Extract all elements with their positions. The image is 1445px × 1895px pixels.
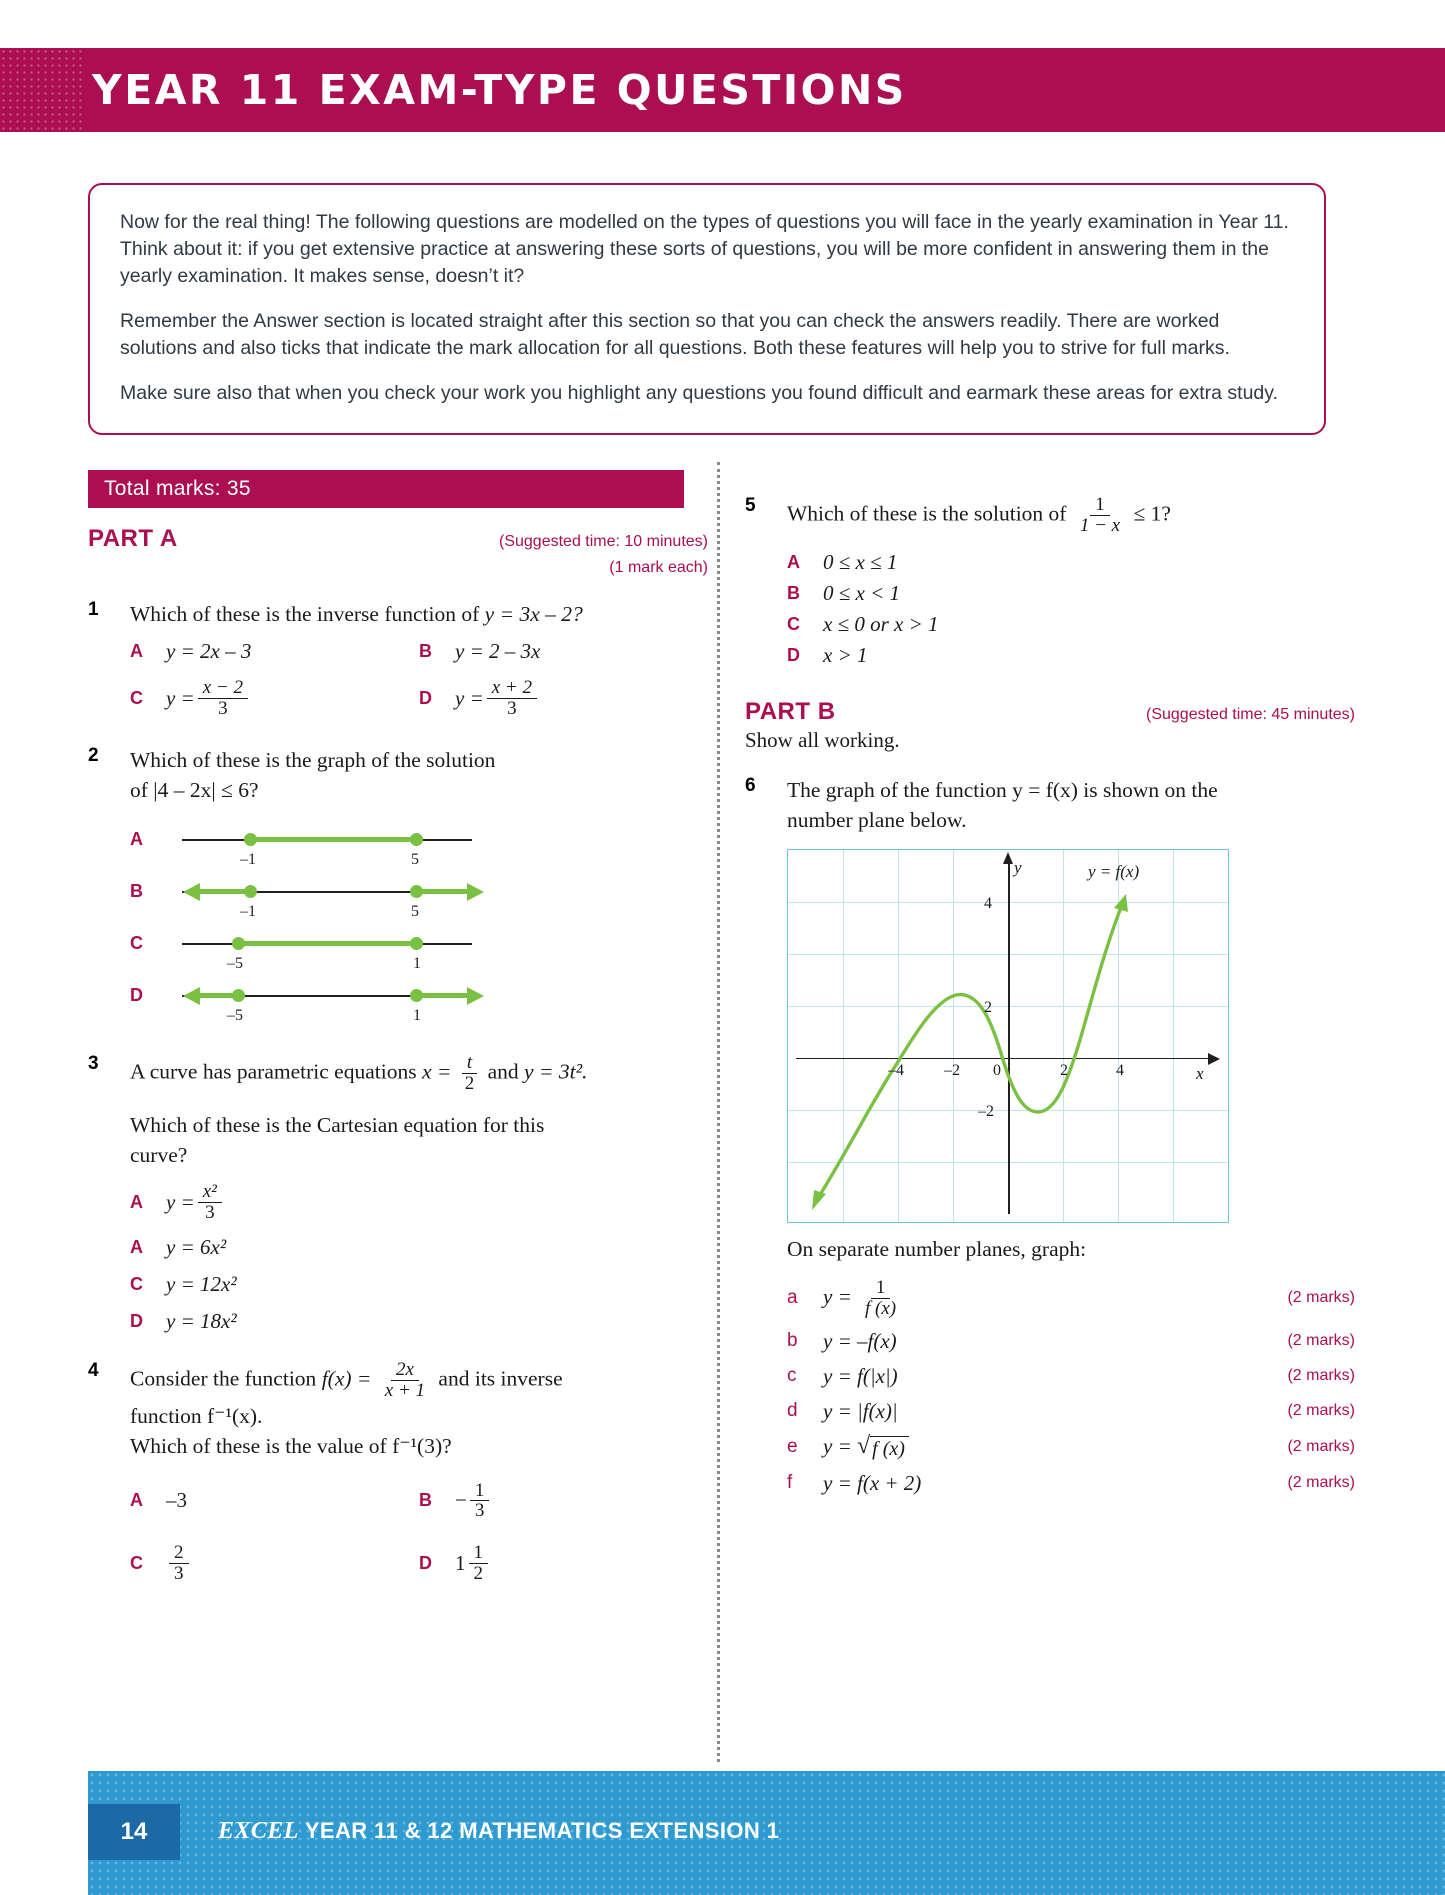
page-title: YEAR 11 EXAM-TYPE QUESTIONS bbox=[92, 66, 907, 114]
part-d-letter: d bbox=[787, 1400, 798, 1422]
graph-ytick--2: –2 bbox=[978, 1102, 994, 1120]
numberline-D-ray-right bbox=[416, 993, 468, 998]
numberline-A-dot-right bbox=[410, 833, 423, 846]
question-3 bbox=[88, 1053, 708, 1334]
question-4-text bbox=[130, 1360, 708, 1461]
part-c-marks: (2 marks) bbox=[1287, 1367, 1355, 1385]
question-1-number: 1 bbox=[88, 599, 99, 620]
part-e-expression: y = √ f (x) bbox=[823, 1434, 1260, 1461]
option-3-D-label: D bbox=[130, 1310, 143, 1331]
question-3-text bbox=[130, 1053, 708, 1170]
part-b-letter: b bbox=[787, 1330, 798, 1352]
part-c-letter: c bbox=[787, 1365, 797, 1387]
question-2-line1: Which of these is the graph of the solution bbox=[130, 747, 496, 772]
question-3-options bbox=[130, 1182, 708, 1334]
option-4-D-label: D bbox=[419, 1553, 432, 1574]
option-5-A[interactable] bbox=[787, 550, 1355, 575]
graph-curve-label: y = f(x) bbox=[1088, 861, 1140, 881]
question-4-denominator: x + 1 bbox=[384, 1379, 426, 1401]
question-6-line1: The graph of the function y = f(x) is shown on the bbox=[787, 777, 1218, 802]
option-3-A-lhs: y = bbox=[166, 1189, 195, 1214]
part-b-expression: y = –f(x) bbox=[823, 1328, 897, 1353]
part-d-expression: y = |f(x)| bbox=[823, 1398, 898, 1423]
option-5-B[interactable] bbox=[787, 581, 1355, 606]
option-1-D-lhs: y = bbox=[455, 685, 484, 710]
numberline-A-segment bbox=[250, 837, 416, 842]
graph-ytick-2: 2 bbox=[984, 998, 992, 1016]
numberline-A-tick-1: –1 bbox=[240, 850, 256, 868]
part-e-radicand: f (x) bbox=[870, 1436, 909, 1461]
question-1 bbox=[88, 599, 708, 719]
question-6-text bbox=[787, 775, 1355, 835]
option-1-D-label: D bbox=[419, 687, 432, 708]
numberline-A-tick-2: 5 bbox=[411, 850, 419, 868]
question-5-denominator: 1 − x bbox=[1079, 514, 1121, 536]
option-3-A-denominator: 3 bbox=[205, 1201, 215, 1223]
graph-ytick-4: 4 bbox=[984, 894, 992, 912]
question-3-number: 3 bbox=[88, 1052, 99, 1074]
option-2-B-label: B bbox=[130, 880, 143, 901]
option-4-B-label: B bbox=[419, 1490, 432, 1511]
question-6-part-e[interactable] bbox=[787, 1434, 1355, 1461]
part-a-marks: (2 marks) bbox=[1287, 1289, 1355, 1307]
banner-texture bbox=[0, 48, 84, 132]
option-4-D-fraction bbox=[469, 1543, 489, 1584]
part-c-expression: y = f(|x|) bbox=[823, 1363, 898, 1388]
question-5-stem: Which of these is the solution of bbox=[787, 501, 1072, 526]
numberline-B-arrow-right bbox=[467, 883, 484, 901]
graph-x-label: x bbox=[1196, 1063, 1204, 1083]
question-5 bbox=[745, 495, 1355, 668]
numberline-D-tick-1: –5 bbox=[227, 1006, 243, 1024]
question-4-line1 bbox=[130, 1360, 708, 1401]
intro-box bbox=[88, 183, 1326, 435]
option-1-B-text: y = 2 – 3x bbox=[455, 639, 541, 663]
part-b-instruction: Show all working. bbox=[745, 727, 900, 752]
question-6-part-c[interactable] bbox=[787, 1364, 1355, 1389]
option-1-C-lhs: y = bbox=[166, 685, 195, 710]
part-b-title: PART B bbox=[745, 697, 836, 725]
part-e-letter: e bbox=[787, 1436, 798, 1458]
option-2-D-label: D bbox=[130, 984, 143, 1005]
question-3-y-eq: y = 3t². bbox=[524, 1059, 588, 1084]
graph-xtick-2: 2 bbox=[1060, 1061, 1068, 1079]
graph-origin-label: 0 bbox=[993, 1061, 1001, 1079]
question-6-part-d[interactable] bbox=[787, 1399, 1355, 1424]
graph-xtick--2: –2 bbox=[944, 1061, 960, 1079]
total-marks-bar bbox=[88, 470, 684, 508]
footer-brand-line bbox=[218, 1818, 779, 1845]
footer-series: YEAR 11 & 12 MATHEMATICS EXTENSION 1 bbox=[298, 1818, 780, 1843]
part-a-header bbox=[88, 525, 708, 577]
page-header bbox=[84, 48, 1445, 132]
option-4-A-text: –3 bbox=[166, 1488, 187, 1513]
numberline-C-tick-2: 1 bbox=[413, 954, 421, 972]
footer-left-margin bbox=[0, 1771, 88, 1895]
graph-curve bbox=[788, 850, 1228, 1222]
part-b-marks: (2 marks) bbox=[1287, 1332, 1355, 1350]
numberline-D-dot-right bbox=[410, 989, 423, 1002]
option-4-B-numerator: 1 bbox=[470, 1481, 490, 1502]
question-2-number: 2 bbox=[88, 744, 99, 766]
question-3-denominator: 2 bbox=[464, 1072, 475, 1094]
option-3-A-numerator: x² bbox=[198, 1182, 222, 1203]
numberline-D-dot-left bbox=[232, 989, 245, 1002]
option-2-C[interactable] bbox=[130, 925, 708, 977]
option-5-C-label: C bbox=[787, 613, 800, 634]
question-3-line2: Which of these is the Cartesian equation for this bbox=[130, 1112, 545, 1137]
question-6-part-b[interactable] bbox=[787, 1329, 1355, 1354]
option-2-A-label: A bbox=[130, 828, 143, 849]
question-1-options bbox=[130, 639, 708, 719]
question-3-numerator: t bbox=[462, 1053, 477, 1074]
question-2-text bbox=[130, 745, 708, 805]
question-6-prompt: On separate number planes, graph: bbox=[787, 1236, 1087, 1261]
numberline-B-ray-right bbox=[416, 889, 468, 894]
option-1-C[interactable] bbox=[130, 678, 419, 719]
numberline-D-tick-2: 1 bbox=[413, 1006, 421, 1024]
part-e-marks: (2 marks) bbox=[1287, 1438, 1355, 1456]
option-1-D-denominator: 3 bbox=[507, 697, 517, 719]
question-2 bbox=[88, 745, 708, 1029]
numberline-B-dot-right bbox=[410, 885, 423, 898]
question-4-number: 4 bbox=[88, 1359, 99, 1381]
part-f-marks: (2 marks) bbox=[1287, 1474, 1355, 1492]
question-4-line2: function f⁻¹(x). bbox=[130, 1403, 263, 1428]
option-5-D-label: D bbox=[787, 644, 800, 665]
footer-brand: EXCEL bbox=[218, 1818, 299, 1844]
question-1-text bbox=[130, 599, 708, 629]
question-3-line1 bbox=[130, 1053, 708, 1094]
intro-paragraph-1: Now for the real thing! The following questions are modelled on the types of questions you will face in the yearly examination in Year 11. Think about it: if you get extensive practice at answering these sorts of questions, you will be more confident in answering them in the yearly examination. It makes sense, doesn’t it? bbox=[120, 211, 1289, 287]
option-1-B[interactable] bbox=[419, 639, 708, 664]
part-a-title: PART A bbox=[88, 525, 178, 552]
question-6-number: 6 bbox=[745, 774, 756, 796]
question-5-fraction bbox=[1075, 495, 1125, 536]
option-1-D-numerator: x + 2 bbox=[487, 678, 537, 699]
column-divider bbox=[717, 462, 720, 1762]
option-4-C-label: C bbox=[130, 1553, 143, 1574]
question-4-f-lhs: f(x) = bbox=[321, 1366, 372, 1390]
question-2-line2: of |4 – 2x| ≤ 6? bbox=[130, 777, 259, 802]
option-4-B[interactable] bbox=[419, 1481, 708, 1522]
right-column bbox=[745, 495, 1355, 1496]
left-column bbox=[88, 525, 708, 1584]
numberline-D-arrow-left bbox=[183, 987, 200, 1005]
option-1-A[interactable] bbox=[130, 639, 419, 664]
option-4-A-label: A bbox=[130, 1490, 143, 1511]
total-marks-label: Total marks: 35 bbox=[104, 477, 251, 500]
option-3-B[interactable] bbox=[130, 1235, 419, 1260]
option-3-D[interactable] bbox=[130, 1309, 419, 1334]
option-4-C-denominator: 3 bbox=[174, 1563, 184, 1585]
part-f-expression: y = f(x + 2) bbox=[823, 1470, 922, 1495]
option-3-A-label: A bbox=[130, 1191, 143, 1212]
numberline-B-dot-left bbox=[244, 885, 257, 898]
option-4-D-numerator: 1 bbox=[469, 1543, 489, 1564]
question-4-fraction bbox=[380, 1360, 430, 1401]
option-3-B-text: y = 6x² bbox=[166, 1234, 227, 1259]
option-1-A-label: A bbox=[130, 641, 143, 661]
part-b-suggested-time: (Suggested time: 45 minutes) bbox=[1146, 705, 1355, 723]
option-1-C-numerator: x − 2 bbox=[198, 678, 248, 699]
graph-xtick-4: 4 bbox=[1116, 1061, 1124, 1079]
question-3-line3: curve? bbox=[130, 1142, 188, 1167]
option-1-D[interactable] bbox=[419, 678, 708, 719]
option-5-A-label: A bbox=[787, 551, 800, 572]
option-3-D-text: y = 18x² bbox=[166, 1308, 237, 1333]
option-3-C-label: C bbox=[130, 1273, 143, 1294]
question-5-tail: ≤ 1? bbox=[1133, 501, 1171, 526]
option-5-B-text: 0 ≤ x < 1 bbox=[823, 580, 901, 605]
option-4-A[interactable] bbox=[130, 1481, 419, 1522]
function-graph bbox=[787, 849, 1229, 1223]
question-1-equation: y = 3x – 2? bbox=[484, 602, 583, 626]
part-a-suggested-time: (Suggested time: 10 minutes) bbox=[499, 533, 708, 550]
option-5-A-text: 0 ≤ x ≤ 1 bbox=[823, 549, 898, 574]
numberline-D-arrow-right bbox=[467, 987, 484, 1005]
page-number-badge bbox=[88, 1804, 180, 1860]
question-3-x-lhs: x = bbox=[421, 1059, 452, 1084]
option-1-D-fraction bbox=[487, 678, 537, 719]
question-3-line1-b: and bbox=[487, 1059, 525, 1084]
option-3-C-text: y = 12x² bbox=[166, 1271, 237, 1296]
option-4-C[interactable] bbox=[130, 1543, 419, 1584]
page-number: 14 bbox=[120, 1818, 148, 1845]
option-2-C-label: C bbox=[130, 932, 143, 953]
option-4-C-fraction bbox=[169, 1543, 189, 1584]
option-4-D[interactable] bbox=[419, 1543, 708, 1584]
option-2-A[interactable] bbox=[130, 821, 708, 873]
option-5-C-text: x ≤ 0 or x > 1 bbox=[823, 611, 939, 636]
part-a-fraction bbox=[860, 1278, 901, 1319]
option-5-D-text: x > 1 bbox=[823, 642, 868, 667]
numberline-A-dot-left bbox=[244, 833, 257, 846]
option-3-A-fraction bbox=[198, 1182, 222, 1223]
part-e-lhs: y = bbox=[823, 1433, 852, 1458]
option-2-D[interactable] bbox=[130, 977, 708, 1029]
option-5-D[interactable] bbox=[787, 643, 1355, 668]
question-6 bbox=[745, 775, 1355, 1496]
question-5-numerator: 1 bbox=[1090, 495, 1110, 516]
question-6-part-f[interactable] bbox=[787, 1471, 1355, 1496]
part-a-expression bbox=[823, 1278, 1260, 1319]
question-4 bbox=[88, 1360, 708, 1585]
option-4-C-numerator: 2 bbox=[169, 1543, 189, 1564]
part-b-header bbox=[745, 698, 1355, 753]
part-a-lhs: y = bbox=[823, 1284, 852, 1309]
part-f-letter: f bbox=[787, 1472, 793, 1494]
intro-paragraph-2: Remember the Answer section is located straight after this section so that you can check the answers readily. There are worked solutions and also ticks that indicate the mark allocation for all questions. Both these features will help you to strive for full marks. bbox=[120, 310, 1230, 359]
graph-xtick--4: –4 bbox=[888, 1061, 904, 1079]
option-4-D-whole: 1 bbox=[455, 1551, 466, 1576]
question-4-options bbox=[130, 1481, 708, 1585]
option-4-D-denominator: 2 bbox=[473, 1563, 483, 1585]
option-5-C[interactable] bbox=[787, 612, 1355, 637]
option-2-B[interactable] bbox=[130, 873, 708, 925]
question-4-line1-b: and its inverse bbox=[438, 1366, 563, 1390]
option-3-A[interactable] bbox=[130, 1182, 419, 1223]
option-1-A-text: y = 2x – 3 bbox=[166, 639, 252, 663]
option-3-C[interactable] bbox=[130, 1272, 419, 1297]
option-4-B-fraction bbox=[470, 1481, 490, 1522]
part-d-marks: (2 marks) bbox=[1287, 1402, 1355, 1420]
graph-y-label: y bbox=[1014, 857, 1022, 877]
question-4-line1-a: Consider the function bbox=[130, 1366, 322, 1390]
numberline-C-tick-1: –5 bbox=[227, 954, 243, 972]
option-1-C-label: C bbox=[130, 687, 143, 708]
option-3-B-label: A bbox=[130, 1236, 143, 1257]
question-5-number: 5 bbox=[745, 495, 756, 516]
numberline-C-segment bbox=[238, 941, 416, 946]
numberline-B-tick-2: 5 bbox=[411, 902, 419, 920]
question-5-text bbox=[787, 495, 1355, 536]
question-3-fraction bbox=[460, 1053, 480, 1094]
question-6-part-a[interactable] bbox=[787, 1278, 1355, 1319]
option-1-C-denominator: 3 bbox=[218, 697, 228, 719]
option-4-B-denominator: 3 bbox=[474, 1500, 485, 1522]
numberline-B-tick-1: –1 bbox=[240, 902, 256, 920]
option-1-B-label: B bbox=[419, 641, 432, 661]
intro-paragraph-3: Make sure also that when you check your work you highlight any questions you found difficult and earmark these areas for extra study. bbox=[120, 382, 1278, 404]
option-5-B-label: B bbox=[787, 582, 800, 603]
part-a-numerator: 1 bbox=[871, 1278, 891, 1299]
part-a-denominator: f (x) bbox=[865, 1297, 897, 1319]
part-a-mark-each: (1 mark each) bbox=[609, 559, 708, 576]
question-5-options bbox=[787, 550, 1355, 668]
numberline-C-dot-left bbox=[232, 937, 245, 950]
part-a-letter: a bbox=[787, 1287, 798, 1309]
question-6-line2: number plane below. bbox=[787, 807, 967, 832]
option-4-B-sign: − bbox=[455, 1488, 467, 1513]
question-3-line1-a: A curve has parametric equations bbox=[130, 1059, 422, 1084]
numberline-C-dot-right bbox=[410, 937, 423, 950]
numberline-B-arrow-left bbox=[183, 883, 200, 901]
option-1-C-fraction bbox=[198, 678, 248, 719]
question-1-stem: Which of these is the inverse function of bbox=[130, 602, 485, 626]
question-2-options bbox=[130, 821, 708, 1029]
question-4-numerator: 2x bbox=[391, 1360, 419, 1381]
question-4-line3: Which of these is the value of f⁻¹(3)? bbox=[130, 1433, 452, 1458]
